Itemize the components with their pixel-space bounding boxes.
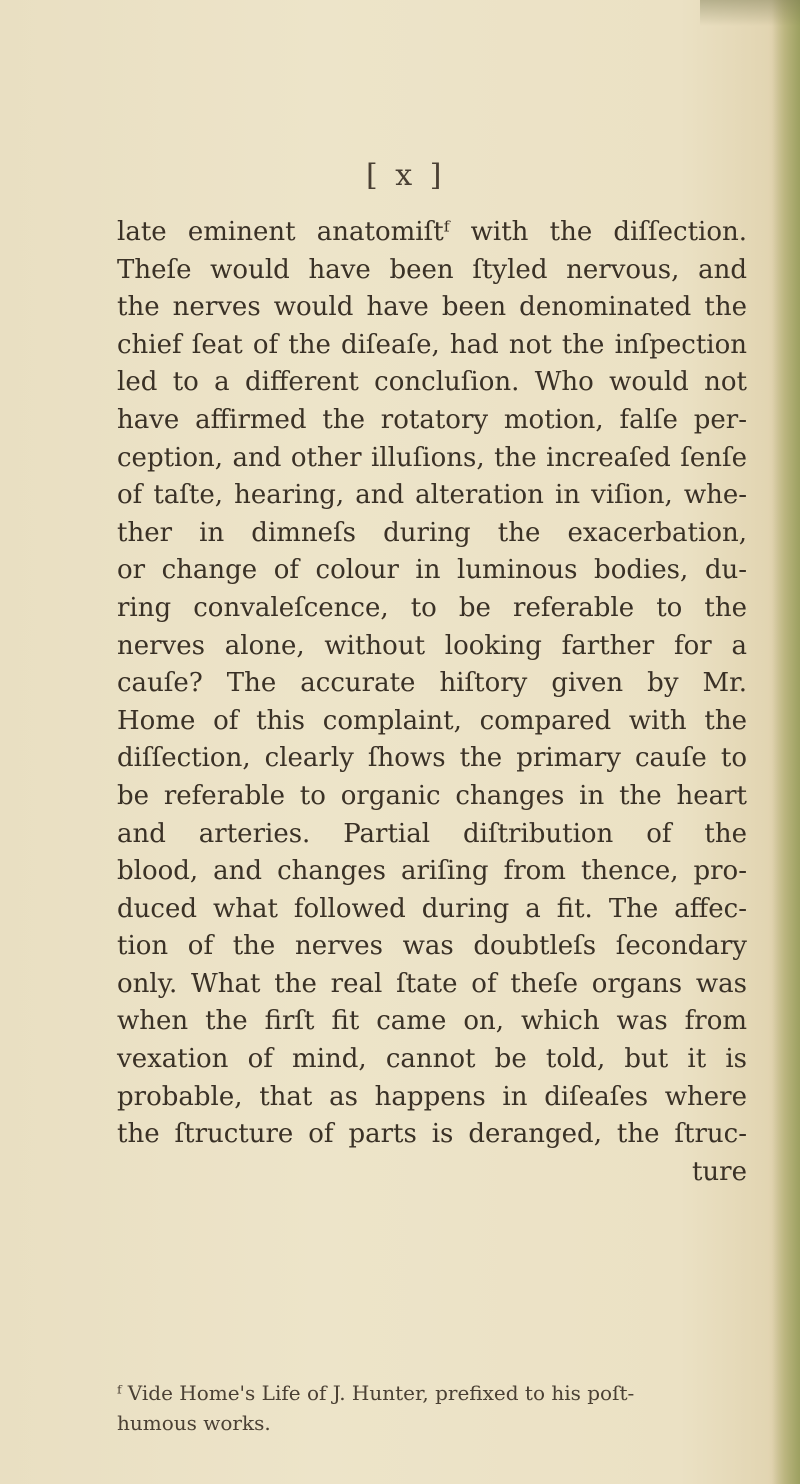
- text-line: Theſe would have been ſtyled nervous, and: [117, 254, 747, 285]
- footnote-line: humous works.: [117, 1411, 271, 1435]
- text-line: ther in dimneſs during the exacerbation,: [117, 517, 747, 548]
- text-line: chief ſeat of the diſeaſe, had not the inſpection: [117, 329, 747, 360]
- page-number: [ x ]: [366, 158, 446, 193]
- text-line: ring convaleſcence, to be referable to the: [117, 592, 747, 623]
- page-edge-shadow: [772, 0, 800, 1484]
- text-line: the ſtructure of parts is deranged, the ſtruc-: [117, 1119, 747, 1150]
- text-line: and arteries. Partial diſtribution of the: [117, 818, 747, 849]
- text-line: blood, and changes ariſing from thence, pro-: [117, 856, 747, 887]
- text-line: probable, that as happens in diſeaſes where: [117, 1081, 747, 1112]
- catchword: ture: [691, 1156, 747, 1187]
- text-line: diſſection, clearly ſhows the primary cauſe to: [117, 743, 747, 774]
- text-line: duced what followed during a fit. The affec-: [117, 893, 747, 924]
- text-line: when the firſt fit came on, which was from: [117, 1006, 747, 1037]
- text-line: or change of colour in luminous bodies, du-: [117, 555, 747, 586]
- footnote-line: ᶠ Vide Home's Life of J. Hunter, prefixed to his poſt-: [117, 1381, 635, 1405]
- body-text: [117, 214, 747, 1191]
- text-line: have affirmed the rotatory motion, falſe per-: [117, 404, 747, 435]
- text-line: late eminent anatomiſtᶠ with the diſſection.: [117, 217, 747, 247]
- text-line: nerves alone, without looking farther for a: [117, 630, 747, 661]
- text-line: led to a different concluſion. Who would not: [117, 367, 747, 398]
- text-line: only. What the real ſtate of theſe organs was: [117, 968, 747, 999]
- text-line: vexation of mind, cannot be told, but it is: [117, 1044, 747, 1075]
- footnote: [117, 1378, 737, 1438]
- page-corner-shadow: [700, 0, 800, 26]
- text-line: cauſe? The accurate hiſtory given by Mr.: [117, 668, 747, 699]
- text-line: Home of this complaint, compared with the: [117, 705, 747, 736]
- text-line: the nerves would have been denominated the: [117, 292, 747, 323]
- text-line: of taſte, hearing, and alteration in viſion, whe-: [117, 480, 747, 511]
- text-line: be referable to organic changes in the heart: [117, 780, 747, 811]
- text-line: ception, and other illuſions, the increaſed ſenſe: [117, 442, 747, 473]
- text-line: tion of the nerves was doubtleſs ſecondary: [117, 931, 747, 962]
